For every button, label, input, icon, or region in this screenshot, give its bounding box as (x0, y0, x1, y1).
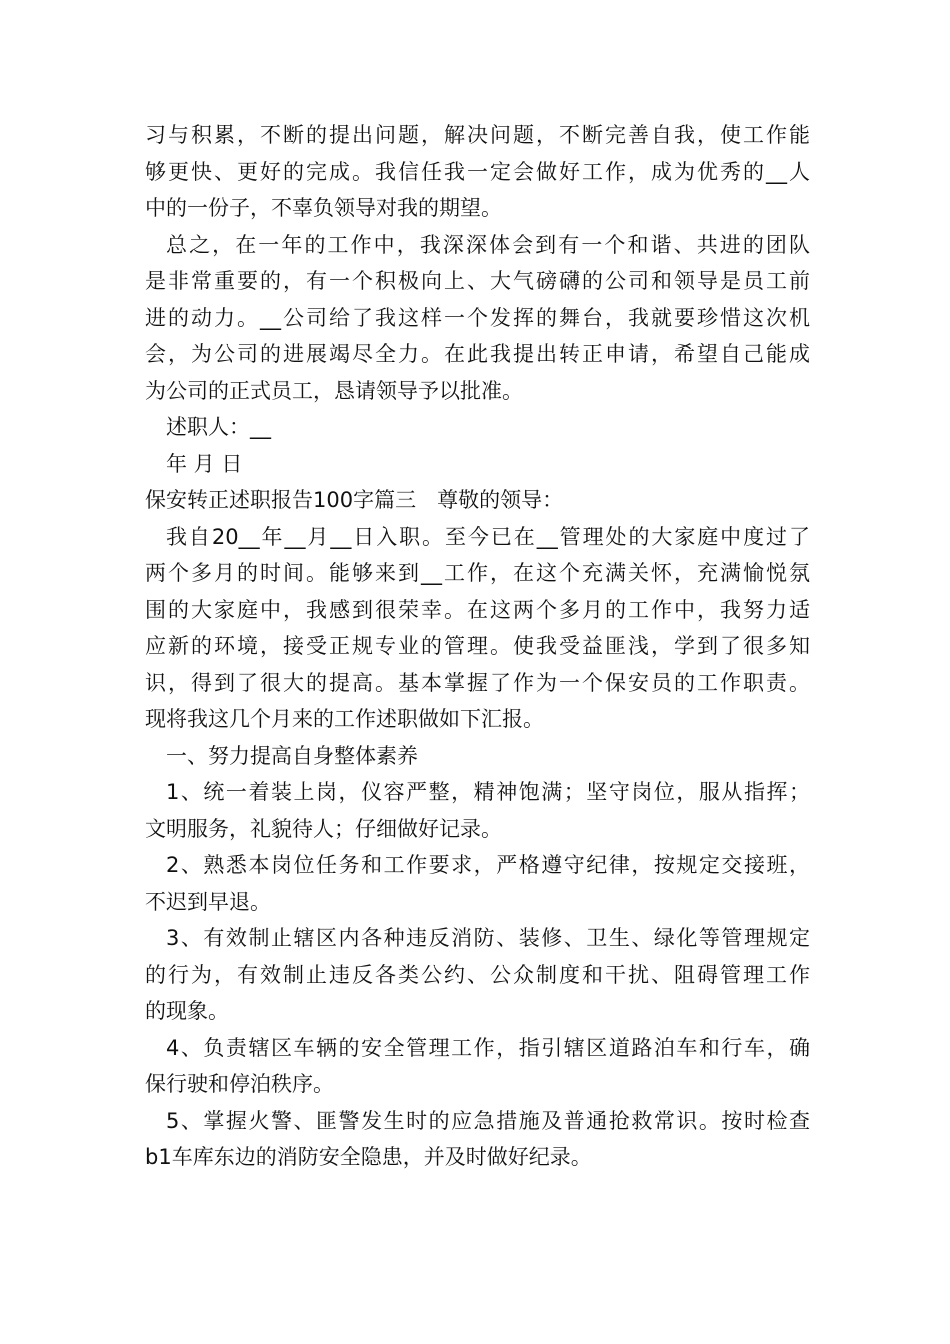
text-line: 的现象。 (145, 999, 229, 1023)
text-line: 的行为，有效制止违反各类公约、公众制度和干扰、阻碍管理工作 (145, 962, 810, 987)
list-item: 3、有效制止辖区内各种违反消防、装修、卫生、绿化等管理规定 (166, 926, 810, 950)
text-line: 围的大家庭中，我感到很荣幸。在这两个多月的工作中，我努力适 (145, 597, 810, 622)
text-line: 识，得到了很大的提高。基本掌握了作为一个保安员的工作职责。 (145, 670, 810, 695)
text-line: 是非常重要的，有一个积极向上、大气磅礴的公司和领导是员工前 (145, 269, 810, 293)
text-line: 文明服务，礼貌待人；仔细做好记录。 (145, 816, 502, 841)
text-line: 为公司的正式员工，恳请领导予以批准。 (145, 378, 523, 403)
text-line: 总之，在一年的工作中，我深深体会到有一个和谐、共进的团队 (166, 232, 810, 257)
subheading: 一、努力提高自身整体素养 (166, 743, 418, 768)
date-line: 年 月 日 (166, 451, 243, 476)
text-line: 应新的环境，接受正规专业的管理。使我受益匪浅，学到了很多知 (145, 634, 810, 658)
text-line: 进的动力。__公司给了我这样一个发挥的舞台，我就要珍惜这次机 (145, 305, 810, 330)
text-line: 保行驶和停泊秩序。 (145, 1072, 334, 1096)
text-line: 习与积累，不断的提出问题，解决问题，不断完善自我，使工作能 (145, 123, 810, 147)
text-line: b1车库东边的消防安全隐患，并及时做好纪录。 (145, 1145, 592, 1169)
list-item: 4、负责辖区车辆的安全管理工作，指引辖区道路泊车和行车，确 (166, 1035, 810, 1060)
document-body (145, 117, 810, 1176)
text-line: 够更快、更好的完成。我信任我一定会做好工作，成为优秀的__人 (145, 159, 810, 184)
list-item: 2、熟悉本岗位任务和工作要求，严格遵守纪律，按规定交接班， (166, 853, 810, 877)
text-line: 会，为公司的进展竭尽全力。在此我提出转正申请，希望自己能成 (145, 342, 810, 366)
text-line: 不迟到早退。 (145, 889, 271, 914)
signature-line: 述职人：__ (166, 415, 271, 439)
list-item: 5、掌握火警、匪警发生时的应急措施及普通抢救常识。按时检查 (166, 1108, 810, 1133)
text-line: 我自20__年__月__日入职。至今已在__管理处的大家庭中度过了 (166, 524, 810, 549)
text-line: 两个多月的时间。能够来到__工作，在这个充满关怀，充满愉悦氛 (145, 561, 810, 585)
text-line: 现将我这几个月来的工作述职做如下汇报。 (145, 707, 544, 731)
text-line: 中的一份子，不辜负领导对我的期望。 (145, 196, 502, 220)
list-item: 1、统一着装上岗，仪容严整，精神饱满；坚守岗位，服从指挥； (166, 780, 810, 804)
section-heading: 保安转正述职报告100字篇三 尊敬的领导： (145, 488, 564, 512)
